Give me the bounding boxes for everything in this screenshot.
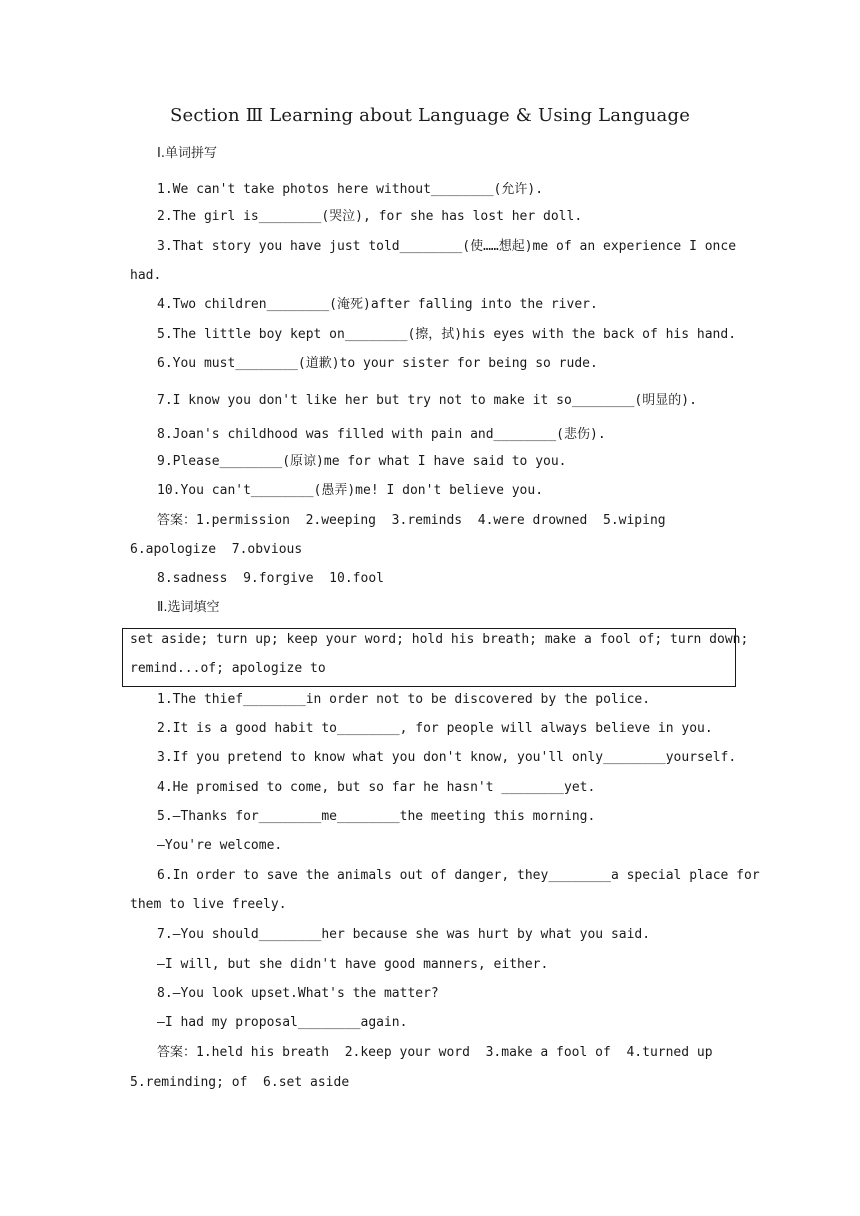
question-line: 5.The little boy kept on________(擦，拭)his eyes with the back of his hand. [157,327,737,342]
question-line: 2.The girl is________(哭泣), for she has lost her doll. [157,209,583,224]
answer-line: 6.apologize 7.obvious [130,542,303,557]
word-bank-line: remind...of; apologize to [130,661,326,676]
question-line: 6.You must________(道歉)to your sister for being so rude. [157,356,598,371]
question-line: 7.I know you don't like her but try not to make it so________(明显的). [157,393,697,408]
question-line: 9.Please________(原谅)me for what I have said to you. [157,454,567,469]
question-line: 4.He promised to come, but so far he hasn't ________yet. [157,780,596,795]
question-line: 6.In order to save the animals out of danger, they________a special place for [157,868,760,883]
question-line: 3.If you pretend to know what you don't know, you'll only________yourself. [157,750,737,765]
part1-heading: Ⅰ.单词拼写 [157,146,217,161]
question-line: 5.—Thanks for________me________the meeting this morning. [157,809,596,824]
question-line-continued: them to live freely. [130,897,287,912]
question-line: 3.That story you have just told________(使……想起)me of an experience I once [157,239,737,254]
answer-line: 答案：1.held his breath 2.keep your word 3.make a fool of 4.turned up [157,1045,713,1060]
dialogue-line: —I will, but she didn't have good manners, either. [157,957,549,972]
part2-heading: Ⅱ.选词填空 [157,600,220,615]
section-title: Section Ⅲ Learning about Language & Using Language [169,105,691,126]
question-line: 1.We can't take photos here without________(允许). [157,182,544,197]
dialogue-line: —You're welcome. [157,838,283,853]
word-bank-line: set aside; turn up; keep your word; hold his breath; make a fool of; turn down; [130,632,749,647]
question-line: 4.Two children________(淹死)after falling into the river. [157,297,598,312]
question-line: 8.—You look upset.What's the matter? [157,986,439,1001]
question-line: 7.—You should________her because she was hurt by what you said. [157,927,651,942]
dialogue-line: —I had my proposal________again. [157,1015,408,1030]
answer-line: 5.reminding; of 6.set aside [130,1075,350,1090]
question-line: 1.The thief________in order not to be discovered by the police. [157,692,651,707]
question-line: 8.Joan's childhood was filled with pain and________(悲伤). [157,427,606,442]
answer-line: 8.sadness 9.forgive 10.fool [157,571,384,586]
question-line: 2.It is a good habit to________, for people will always believe in you. [157,721,713,736]
question-line: 10.You can't________(愚弄)me! I don't believe you. [157,483,544,498]
question-line-continued: had. [130,268,162,283]
answer-line: 答案：1.permission 2.weeping 3.reminds 4.were drowned 5.wiping [157,513,666,528]
